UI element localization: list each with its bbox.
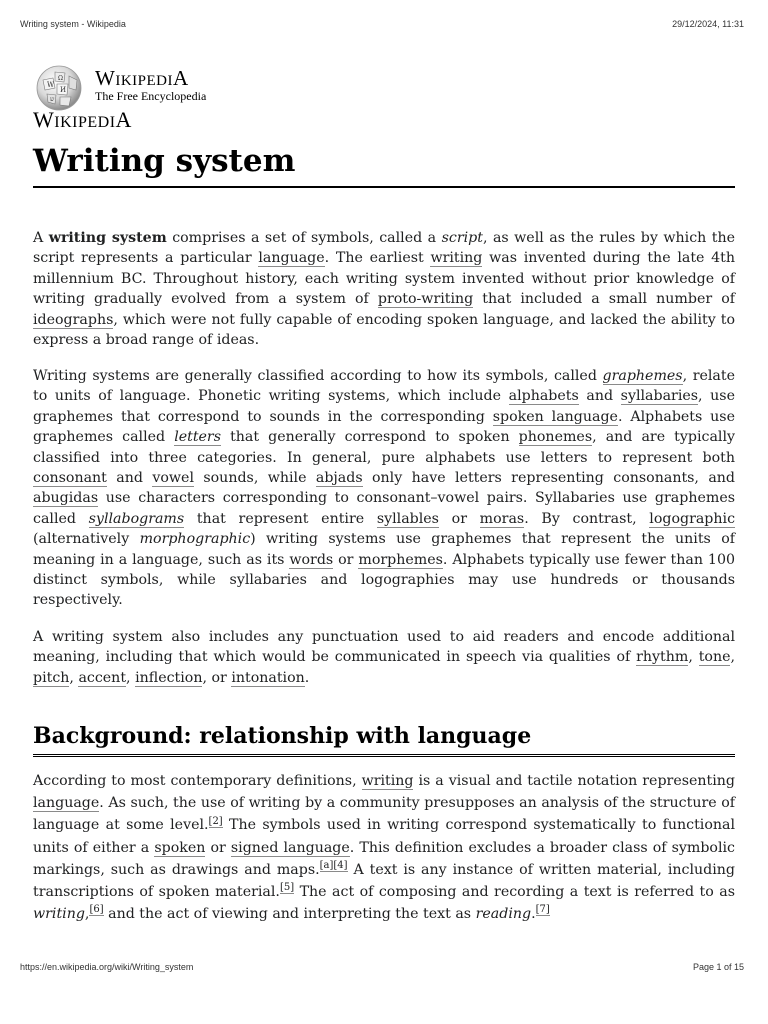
link-spoken[interactable]: spoken bbox=[154, 839, 206, 856]
citation-link[interactable]: [7] bbox=[535, 904, 550, 916]
link-language[interactable]: language bbox=[258, 250, 325, 267]
link-ideographs[interactable]: ideographs bbox=[33, 311, 114, 328]
wikipedia-wordmark[interactable]: WIKIPEDIA bbox=[33, 107, 132, 132]
citation-link[interactable]: [a] bbox=[319, 860, 334, 872]
italic-term: reading bbox=[475, 906, 532, 923]
text: only have letters representing consonants, and bbox=[362, 470, 736, 487]
link-syllables[interactable]: syllables bbox=[376, 510, 439, 527]
link-language[interactable]: language bbox=[33, 795, 100, 812]
link-alphabets[interactable]: alphabets bbox=[508, 388, 579, 405]
text: that included a small number of bbox=[473, 291, 735, 308]
text: (alternatively bbox=[33, 531, 140, 548]
logo-tagline: The Free Encyclopedia bbox=[95, 89, 207, 103]
text: A bbox=[33, 230, 49, 246]
text: and bbox=[106, 470, 153, 487]
text: The symbols used in writing correspond systematically to functional units of either a bbox=[33, 817, 735, 856]
text: , bbox=[69, 669, 79, 686]
logo-wordmark: WIKIPEDIA bbox=[95, 66, 189, 90]
svg-text:ש: ש bbox=[50, 96, 55, 103]
text: and bbox=[578, 388, 621, 405]
svg-text:W: W bbox=[47, 81, 55, 89]
text: , which were not fully capable of encoding spoken language, and lacked the ability to express a broad range of ideas. bbox=[33, 311, 735, 349]
text: and the act of viewing and interpreting the text as bbox=[103, 906, 476, 923]
paragraph-punctuation bbox=[33, 627, 735, 688]
link-pitch[interactable]: pitch bbox=[33, 669, 70, 686]
section-heading-background: Background: relationship with language bbox=[33, 720, 735, 757]
text: , use graphemes that correspond to sounds in the corresponding bbox=[33, 388, 735, 425]
paragraph-intro bbox=[33, 228, 735, 350]
link-tone[interactable]: tone bbox=[698, 649, 731, 666]
citation-link[interactable]: [5] bbox=[279, 882, 295, 894]
citation[interactable] bbox=[320, 860, 348, 872]
text: . The earliest bbox=[324, 250, 431, 267]
link-moras[interactable]: moras bbox=[479, 510, 525, 527]
text: is a visual and tactile notation representing bbox=[413, 773, 735, 789]
link-letters[interactable]: letters bbox=[174, 429, 221, 446]
text: , relate to units of language. Phonetic writing systems, which include bbox=[33, 368, 735, 405]
text: ) writing systems use graphemes that represent the units of meaning in a language, such as its bbox=[33, 531, 735, 568]
text: , bbox=[688, 649, 699, 666]
link-intonation[interactable]: intonation bbox=[231, 669, 305, 686]
print-footer-page-number: Page 1 of 15 bbox=[692, 962, 744, 972]
page-title: Writing system bbox=[33, 141, 735, 188]
link-logographic[interactable]: logographic bbox=[649, 510, 736, 527]
text: was invented during the late 4th millennium BC. Throughout history, each writing system invented without prior knowledge of writing gradually evolved from a system of bbox=[33, 250, 736, 308]
text: . bbox=[304, 669, 310, 686]
text: . Alphabets typically use fewer than 100 distinct symbols, while syllabaries and logographies may use hundreds or thousands respectively. bbox=[33, 551, 735, 609]
citation[interactable] bbox=[536, 904, 550, 916]
wikipedia-globe-icon bbox=[33, 64, 89, 112]
print-header-datetime: 29/12/2024, 11:31 bbox=[672, 19, 744, 29]
link-phonemes[interactable]: phonemes bbox=[518, 429, 593, 446]
text: , and are typically classified into three categories. In general, pure alphabets use letters to represent both bbox=[33, 429, 736, 466]
text: comprises a set of symbols, called a bbox=[166, 230, 442, 246]
svg-text:И: И bbox=[60, 86, 67, 94]
paragraph-background bbox=[33, 770, 735, 925]
italic-term: morphographic bbox=[139, 531, 251, 548]
text: , bbox=[84, 906, 90, 923]
link-syllabograms[interactable]: syllabograms bbox=[88, 510, 185, 527]
print-footer-url: https://en.wikipedia.org/wiki/Writing_system bbox=[20, 962, 194, 972]
link-abjads[interactable]: abjads bbox=[315, 470, 363, 487]
citation[interactable] bbox=[280, 882, 294, 894]
text: . bbox=[531, 906, 536, 923]
text: . Alphabets use graphemes called bbox=[33, 408, 735, 446]
paragraph-classification bbox=[33, 366, 735, 611]
citation-link[interactable]: [6] bbox=[89, 904, 104, 916]
italic-term: writing bbox=[33, 906, 85, 923]
wikipedia-logo[interactable] bbox=[33, 62, 233, 112]
link-inflection[interactable]: inflection bbox=[135, 669, 203, 686]
citation-link[interactable]: [4] bbox=[333, 860, 348, 872]
link-consonant[interactable]: consonant bbox=[33, 470, 107, 487]
text: A text is any instance of written material, including transcriptions of spoken material. bbox=[33, 861, 735, 901]
print-header-title: Writing system - Wikipedia bbox=[20, 19, 126, 29]
text: A writing system also includes any punctuation used to aid readers and encode additional meaning, including that which would be communicated in speech via qualities of bbox=[33, 629, 735, 666]
link-accent[interactable]: accent bbox=[78, 669, 127, 686]
citation[interactable] bbox=[209, 816, 223, 828]
text: that generally correspond to spoken bbox=[220, 429, 519, 446]
citation-link[interactable]: [2] bbox=[208, 815, 223, 827]
link-graphemes[interactable]: graphemes bbox=[602, 368, 683, 384]
text: or bbox=[205, 839, 231, 856]
italic-term: script bbox=[441, 230, 483, 246]
link-writing[interactable]: writing bbox=[430, 250, 483, 267]
text: . This definition excludes a broader class of symbolic markings, such as drawings and maps. bbox=[33, 839, 735, 878]
link-morphemes[interactable]: morphemes bbox=[358, 551, 443, 568]
link-words[interactable]: words bbox=[289, 551, 334, 568]
link-rhythm[interactable]: rhythm bbox=[636, 649, 689, 666]
text: or bbox=[333, 551, 359, 568]
link-writing[interactable]: writing bbox=[361, 773, 414, 789]
link-abugidas[interactable]: abugidas bbox=[33, 490, 99, 507]
text: . By contrast, bbox=[524, 510, 650, 527]
text: , bbox=[730, 649, 735, 666]
text: , as well as the rules by which the script represents a particular bbox=[33, 230, 735, 267]
link-vowel[interactable]: vowel bbox=[152, 470, 194, 487]
text: The act of composing and recording a text is referred to as bbox=[294, 884, 735, 901]
text: that represent entire bbox=[184, 510, 377, 527]
link-proto-writing[interactable]: proto-writing bbox=[377, 291, 474, 308]
text: sounds, while bbox=[193, 470, 316, 487]
citation[interactable] bbox=[89, 904, 103, 916]
text: , bbox=[126, 669, 136, 686]
link-signed-language[interactable]: signed language bbox=[230, 839, 350, 856]
bold-term: writing system bbox=[48, 230, 167, 246]
text: According to most contemporary definitions, bbox=[33, 773, 362, 789]
text: use characters corresponding to consonant–vowel pairs. Syllabaries use graphemes called bbox=[33, 490, 735, 527]
link-syllabaries[interactable]: syllabaries bbox=[620, 388, 699, 405]
text: Writing systems are generally classified according to how its symbols, called bbox=[33, 368, 603, 384]
link-spoken-language[interactable]: spoken language bbox=[492, 408, 618, 425]
text: or bbox=[438, 510, 480, 527]
svg-text:Ω: Ω bbox=[58, 75, 63, 82]
text: . As such, the use of writing by a community presupposes an analysis of the structure of language at some level. bbox=[33, 795, 735, 834]
text: , or bbox=[202, 669, 232, 686]
